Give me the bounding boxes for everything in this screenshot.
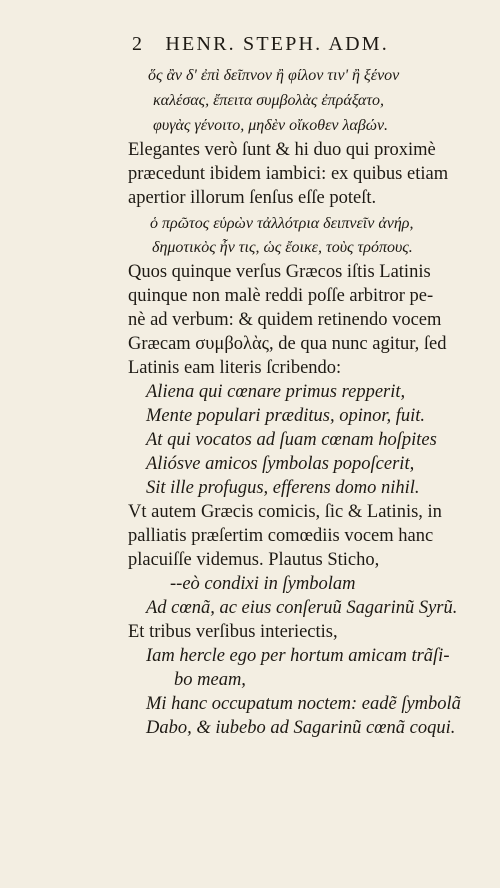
latin-verse-line: bo meam, xyxy=(174,670,246,690)
prose-line: palliatis præſertim comœdiis vocem hanc xyxy=(128,526,434,546)
latin-verse-line: Dabo, & iubebo ad Sagarinũ cœnã coqui. xyxy=(146,718,456,738)
running-head xyxy=(132,33,389,55)
latin-verse-line: --eò condixi in ſymbolam xyxy=(170,574,356,594)
prose-line: placuiſſe videmus. Plautus Sticho, xyxy=(128,550,380,570)
prose-line: Et tribus verſibus interiectis, xyxy=(128,622,338,642)
latin-verse-line: Mi hanc occupatum noctem: eadẽ ſymbolã xyxy=(146,694,461,714)
prose-line: Quos quinque verſus Græcos iſtis Latinis xyxy=(128,262,431,282)
prose-line: Vt autem Græcis comicis, ſic & Latinis, in xyxy=(128,502,442,522)
page-number: 2 xyxy=(132,33,145,55)
prose-line: nè ad verbum: & quidem retinendo vocem xyxy=(128,310,442,330)
prose-line: Latinis eam literis ſcribendo: xyxy=(128,358,342,378)
latin-verse-line: Iam hercle ego per hortum amicam trãſi- xyxy=(146,646,450,666)
prose-line: Elegantes verò ſunt & hi duo qui proximè xyxy=(128,140,436,160)
prose-line: apertior illorum ſenſus eſſe poteſt. xyxy=(128,188,377,208)
greek-verse-line: ὅς ἂν δ' ἐπὶ δεῖπνον ἢ φίλον τιν' ἢ ξένον xyxy=(148,67,400,84)
prose-line: quinque non malè reddi poſſe arbitror pe- xyxy=(128,286,434,306)
latin-verse-line: Mente populari præditus, opinor, fuit. xyxy=(146,406,426,426)
latin-verse-line: At qui vocatos ad ſuam cœnam hoſpites xyxy=(146,430,437,450)
prose-line: præcedunt ibidem iambici: ex quibus etiam xyxy=(128,164,449,184)
running-title: HENR. STEPH. ADM. xyxy=(165,33,389,55)
latin-verse-line: Aliena qui cœnare primus repperit, xyxy=(146,382,406,402)
greek-verse-line: καλέσας, ἔπειτα συμβολὰς ἐπράξατο, xyxy=(153,92,385,109)
greek-verse-line: δημοτικὸς ἦν τις, ὡς ἔοικε, τοὺς τρόπους. xyxy=(152,239,413,256)
latin-verse-line: Sit ille profugus, efferens domo nihil. xyxy=(146,478,420,498)
greek-verse-line: φυγὰς γένοιτο, μηδὲν οἴκοθεν λαβών. xyxy=(153,117,389,134)
latin-verse-line: Aliósve amicos ſymbolas popoſcerit, xyxy=(146,454,415,474)
latin-verse-line: Ad cœnã, ac eius conſeruũ Sagarinũ Syrũ. xyxy=(146,598,458,618)
greek-verse-line: ὁ πρῶτος εὑρὼν τἀλλότρια δειπνεῖν ἀνήρ, xyxy=(150,215,414,232)
prose-line: Græcam συμβολὰς, de qua nunc agitur, ſed xyxy=(128,334,447,354)
